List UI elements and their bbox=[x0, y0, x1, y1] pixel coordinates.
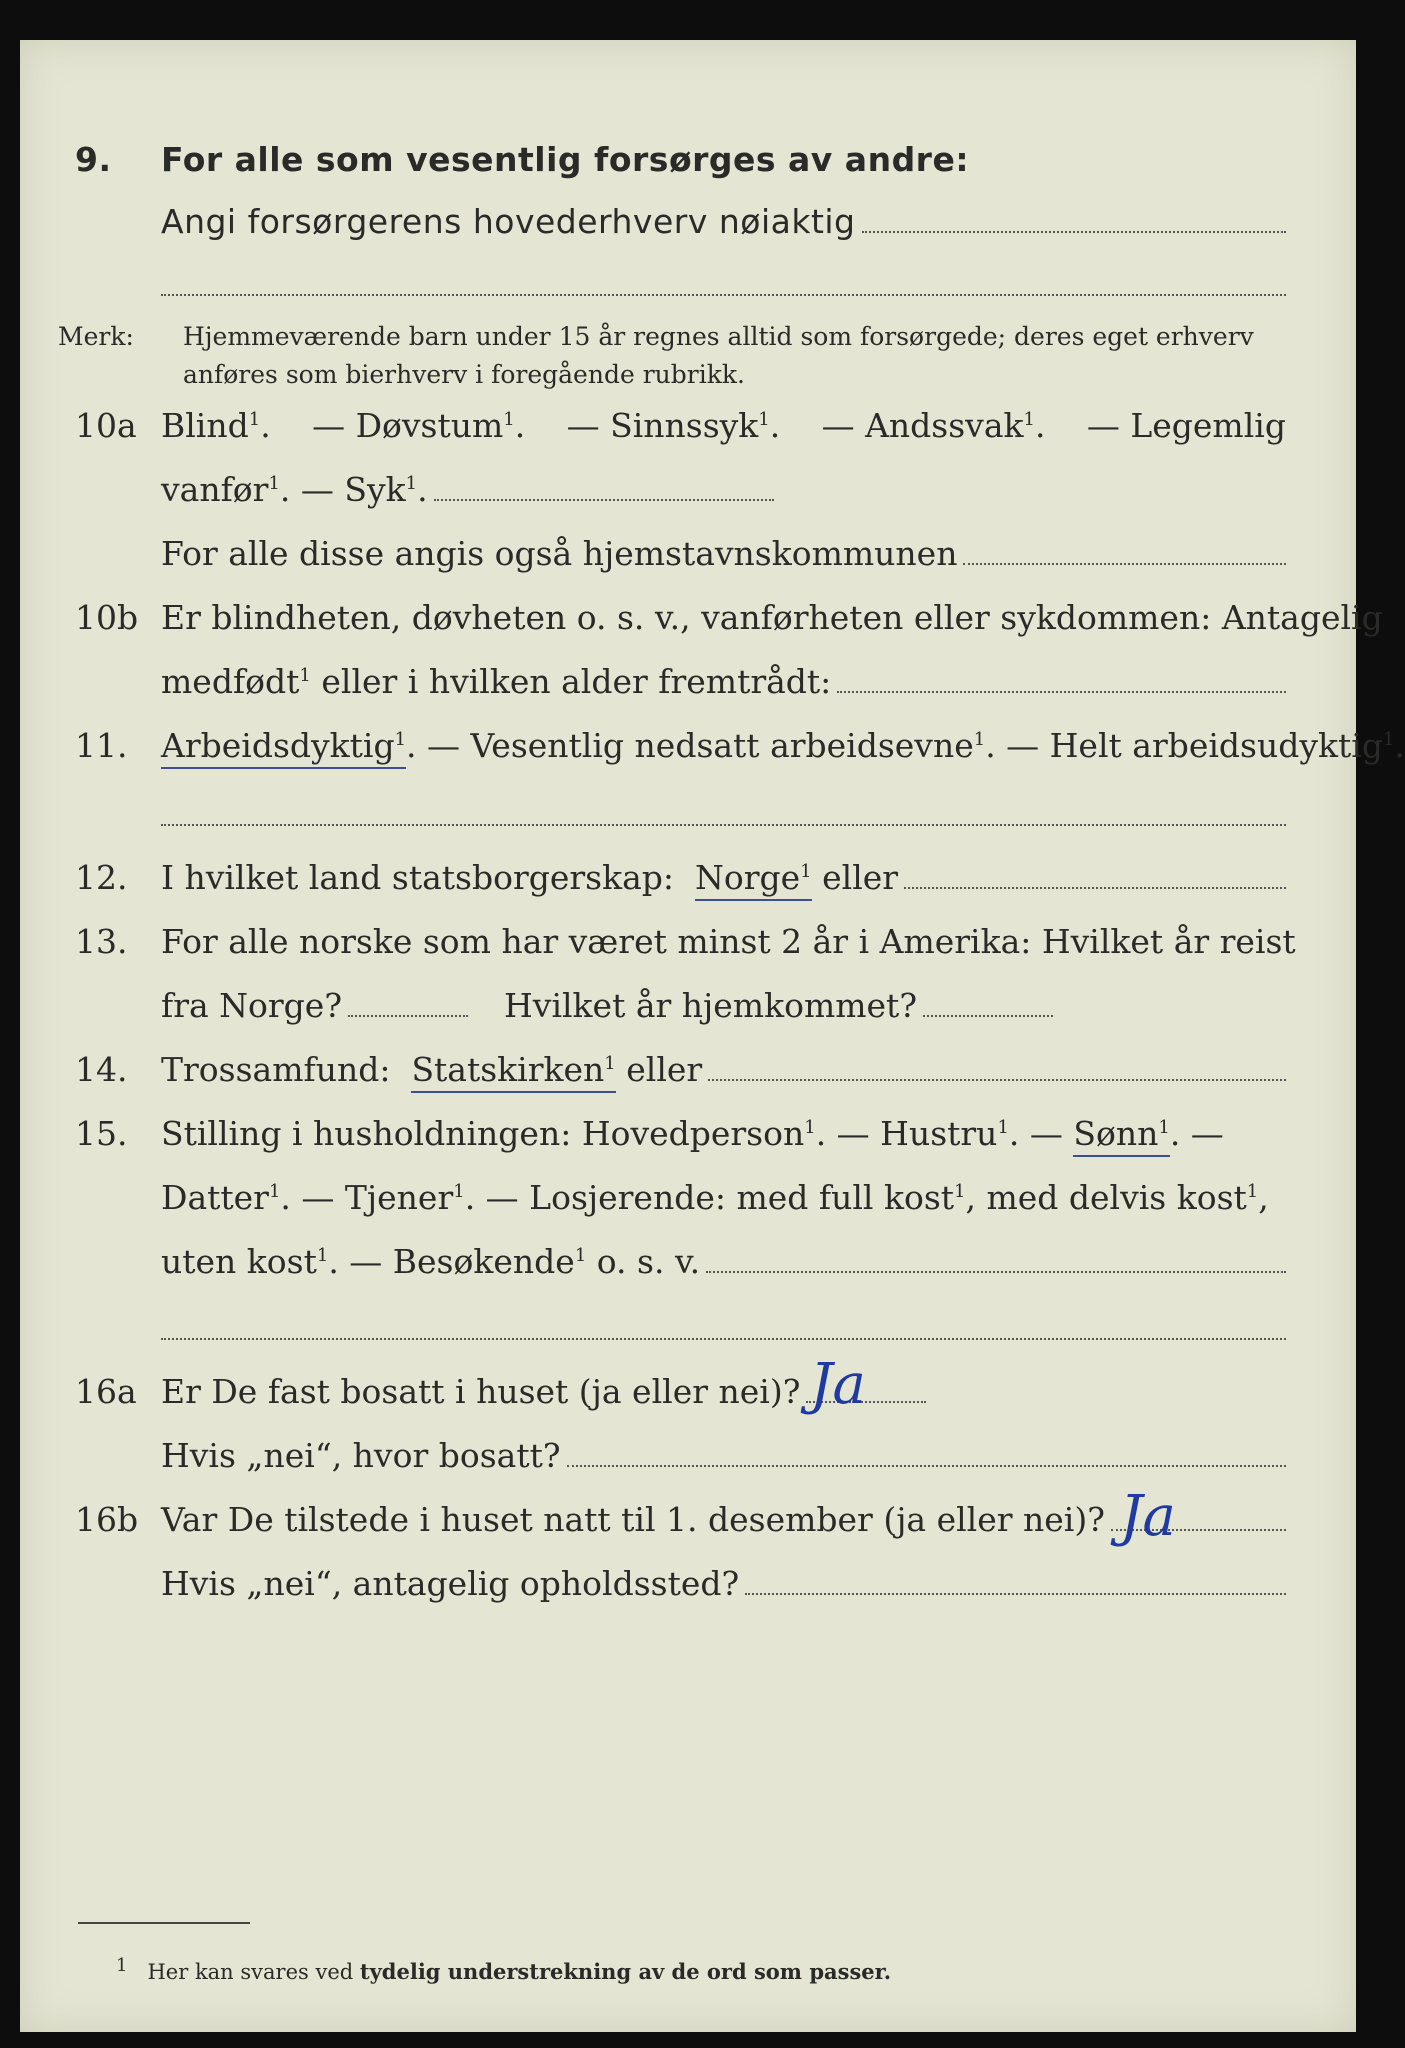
q16b-line2 bbox=[20, 1554, 1356, 1618]
q16b-number: 16b bbox=[75, 1500, 139, 1539]
q9-answer-field[interactable] bbox=[862, 231, 1286, 233]
q9-title: For alle som vesentlig forsørges av andre: bbox=[161, 140, 970, 179]
merk-label: Merk: bbox=[58, 322, 134, 351]
q14-number: 14. bbox=[75, 1050, 128, 1089]
q14-row bbox=[161, 1050, 1286, 1093]
q10a-syk: — Syk$^1$. bbox=[300, 470, 428, 509]
q10a-legemlig: — Legemlig bbox=[1086, 406, 1286, 445]
q16a-row2 bbox=[161, 1436, 1286, 1475]
q10b-row2 bbox=[161, 662, 1286, 701]
merk-text2: anføres som bierhverv i foregående rubrikk. bbox=[183, 360, 745, 389]
q10a-options bbox=[161, 406, 1286, 445]
q16b-handwritten-answer: Ja bbox=[1120, 1484, 1176, 1549]
q10a-syk-field[interactable] bbox=[434, 499, 774, 501]
q14-statskirken[interactable]: Statskirken$^1$ bbox=[411, 1050, 615, 1093]
q16a-number: 16a bbox=[75, 1372, 137, 1411]
q14-eller: eller bbox=[626, 1050, 703, 1089]
merk-text1: Hjemmeværende barn under 15 år regnes alltid som forsørgede; deres eget erhverv bbox=[183, 322, 1254, 351]
q9-subtitle: Angi forsørgerens hovederhverv nøiaktig bbox=[161, 202, 856, 241]
q16a-line1 bbox=[20, 1362, 1356, 1426]
q10a-vanfor: vanfør$^1$. bbox=[161, 470, 301, 509]
q15-osv: o. s. v. bbox=[596, 1242, 701, 1281]
q10a-blind: Blind$^1$. bbox=[161, 406, 271, 445]
q10a-sinnssyk: — Sinnssyk$^1$. bbox=[566, 406, 781, 445]
q12-line bbox=[20, 848, 1356, 912]
q11-udyktig[interactable]: . — Helt arbeidsudyktig$^1$. bbox=[985, 726, 1405, 765]
q10a-number: 10a bbox=[75, 406, 137, 445]
q9-number: 9. bbox=[75, 140, 112, 179]
q15-answer-line[interactable] bbox=[161, 1338, 1286, 1340]
q15-datter[interactable]: Datter$^1$ bbox=[161, 1178, 281, 1217]
q13-hjemkommet-field[interactable] bbox=[923, 1015, 1053, 1017]
q13-reist-field[interactable] bbox=[348, 1015, 468, 1017]
q12-other-field[interactable] bbox=[904, 887, 1286, 889]
q16a-line2 bbox=[20, 1426, 1356, 1490]
q15-sonn[interactable]: Sønn$^1$ bbox=[1073, 1114, 1169, 1157]
q15-besokende[interactable]: . — Besøkende$^1$ bbox=[328, 1242, 587, 1281]
q11-line bbox=[20, 716, 1405, 780]
footnote-rule bbox=[78, 1922, 250, 1924]
q16b-row2 bbox=[161, 1564, 1286, 1603]
q15-dash1: . — bbox=[1008, 1114, 1063, 1153]
q15-number: 15. bbox=[75, 1114, 128, 1153]
q11-number: 11. bbox=[75, 726, 128, 765]
q10a-dovstum: — Døvstum$^1$. bbox=[312, 406, 526, 445]
q9-answer-line2[interactable] bbox=[161, 294, 1286, 296]
q12-label: I hvilket land statsborgerskap: bbox=[161, 858, 675, 897]
q10b-medfodt: medfødt$^1$ bbox=[161, 662, 311, 701]
q11-arbeidsdyktig[interactable]: Arbeidsdyktig$^1$ bbox=[161, 726, 406, 769]
q16b-row1 bbox=[161, 1500, 1286, 1539]
q10b-text1: Er blindheten, døvheten o. s. v., vanførheten eller sykdommen: Antagelig bbox=[161, 598, 1383, 637]
q14-other-field[interactable] bbox=[708, 1079, 1286, 1081]
q15-dash2: . — bbox=[1169, 1114, 1224, 1153]
q10b-line2 bbox=[20, 652, 1356, 716]
q13-line2 bbox=[20, 976, 1356, 1040]
q16b-opholdssted-field[interactable] bbox=[745, 1593, 1286, 1595]
q14-label: Trossamfund: bbox=[161, 1050, 391, 1089]
q10a-line3 bbox=[20, 524, 1356, 588]
q15-tjener[interactable]: . — Tjener$^1$ bbox=[280, 1178, 465, 1217]
q13-number: 13. bbox=[75, 922, 128, 961]
q15-line2 bbox=[20, 1168, 1356, 1232]
q16a-handwritten-answer: Ja bbox=[810, 1352, 866, 1417]
q10a-andssvak: — Andssvak$^1$. bbox=[821, 406, 1046, 445]
q10b-number: 10b bbox=[75, 598, 139, 637]
q16b-opholdssted-label: Hvis „nei“, antagelig opholdssted? bbox=[161, 1564, 740, 1603]
q10a-hjemstavn-label: For alle disse angis også hjemstavnskommunen bbox=[161, 534, 958, 573]
q11-answer-line[interactable] bbox=[161, 824, 1286, 826]
q9-sub-row bbox=[161, 202, 1286, 241]
q15-row3 bbox=[161, 1242, 1286, 1281]
q11-options bbox=[161, 726, 1405, 769]
q15-line3 bbox=[20, 1232, 1356, 1296]
q10b-alder-field[interactable] bbox=[837, 691, 1286, 693]
q15-other-field[interactable] bbox=[706, 1271, 1286, 1273]
q12-norge[interactable]: Norge$^1$ bbox=[695, 858, 812, 901]
q16a-question: Er De fast bosatt i huset (ja eller nei)? bbox=[161, 1372, 801, 1411]
q12-number: 12. bbox=[75, 858, 128, 897]
q10a-line1 bbox=[20, 396, 1356, 460]
q13-hjemkommet-label: Hvilket år hjemkommet? bbox=[504, 986, 918, 1025]
q16b-question: Var De tilstede i huset natt til 1. desember (ja eller nei)? bbox=[161, 1500, 1105, 1539]
q10a-row3 bbox=[161, 534, 1286, 573]
q15-uten-kost[interactable]: uten kost$^1$ bbox=[161, 1242, 329, 1281]
q10a-hjemstavn-field[interactable] bbox=[963, 563, 1286, 565]
q13-reist-label: fra Norge? bbox=[161, 986, 343, 1025]
footnote-bold: tydelig understrekning av de ord som passer. bbox=[359, 1959, 892, 1984]
q13-line1 bbox=[20, 912, 1356, 976]
q10a-row2 bbox=[161, 470, 1286, 509]
q16a-row1 bbox=[161, 1372, 1286, 1411]
q14-line bbox=[20, 1040, 1356, 1104]
q15-hustru[interactable]: . — Hustru$^1$ bbox=[815, 1114, 1009, 1153]
q12-row bbox=[161, 858, 1286, 901]
q15-full-kost[interactable]: . — Losjerende: med full kost$^1$ bbox=[464, 1178, 966, 1217]
q13-text1: For alle norske som har været minst 2 år i Amerika: Hvilket år reist bbox=[161, 922, 1296, 961]
q11-nedsatt[interactable]: . — Vesentlig nedsatt arbeidsevne$^1$ bbox=[406, 726, 986, 765]
q10b-line1 bbox=[20, 588, 1383, 652]
footnote-mark: 1 bbox=[116, 1955, 128, 1976]
q15-hovedperson[interactable]: Stilling i husholdningen: Hovedperson$^1$ bbox=[161, 1114, 816, 1153]
footnote bbox=[116, 1955, 891, 1984]
q15-row1 bbox=[161, 1114, 1286, 1157]
q12-eller: eller bbox=[822, 858, 899, 897]
q15-line1 bbox=[20, 1104, 1356, 1168]
census-form-page bbox=[20, 40, 1405, 2032]
q10a-line2 bbox=[20, 460, 1356, 524]
q13-row2 bbox=[161, 986, 1286, 1025]
q9-sub-line bbox=[20, 192, 1356, 256]
footnote-text: Her kan svares ved bbox=[147, 1960, 354, 1984]
q16a-bosatt-field[interactable] bbox=[567, 1465, 1286, 1467]
q15-row2 bbox=[161, 1178, 1286, 1217]
q16a-bosatt-label: Hvis „nei“, hvor bosatt? bbox=[161, 1436, 561, 1475]
q9-title-line bbox=[20, 130, 1356, 194]
q10b-alder-label: eller i hvilken alder fremtrådt: bbox=[321, 662, 832, 701]
q15-delvis-kost[interactable]: , med delvis kost$^1$, bbox=[965, 1178, 1269, 1217]
